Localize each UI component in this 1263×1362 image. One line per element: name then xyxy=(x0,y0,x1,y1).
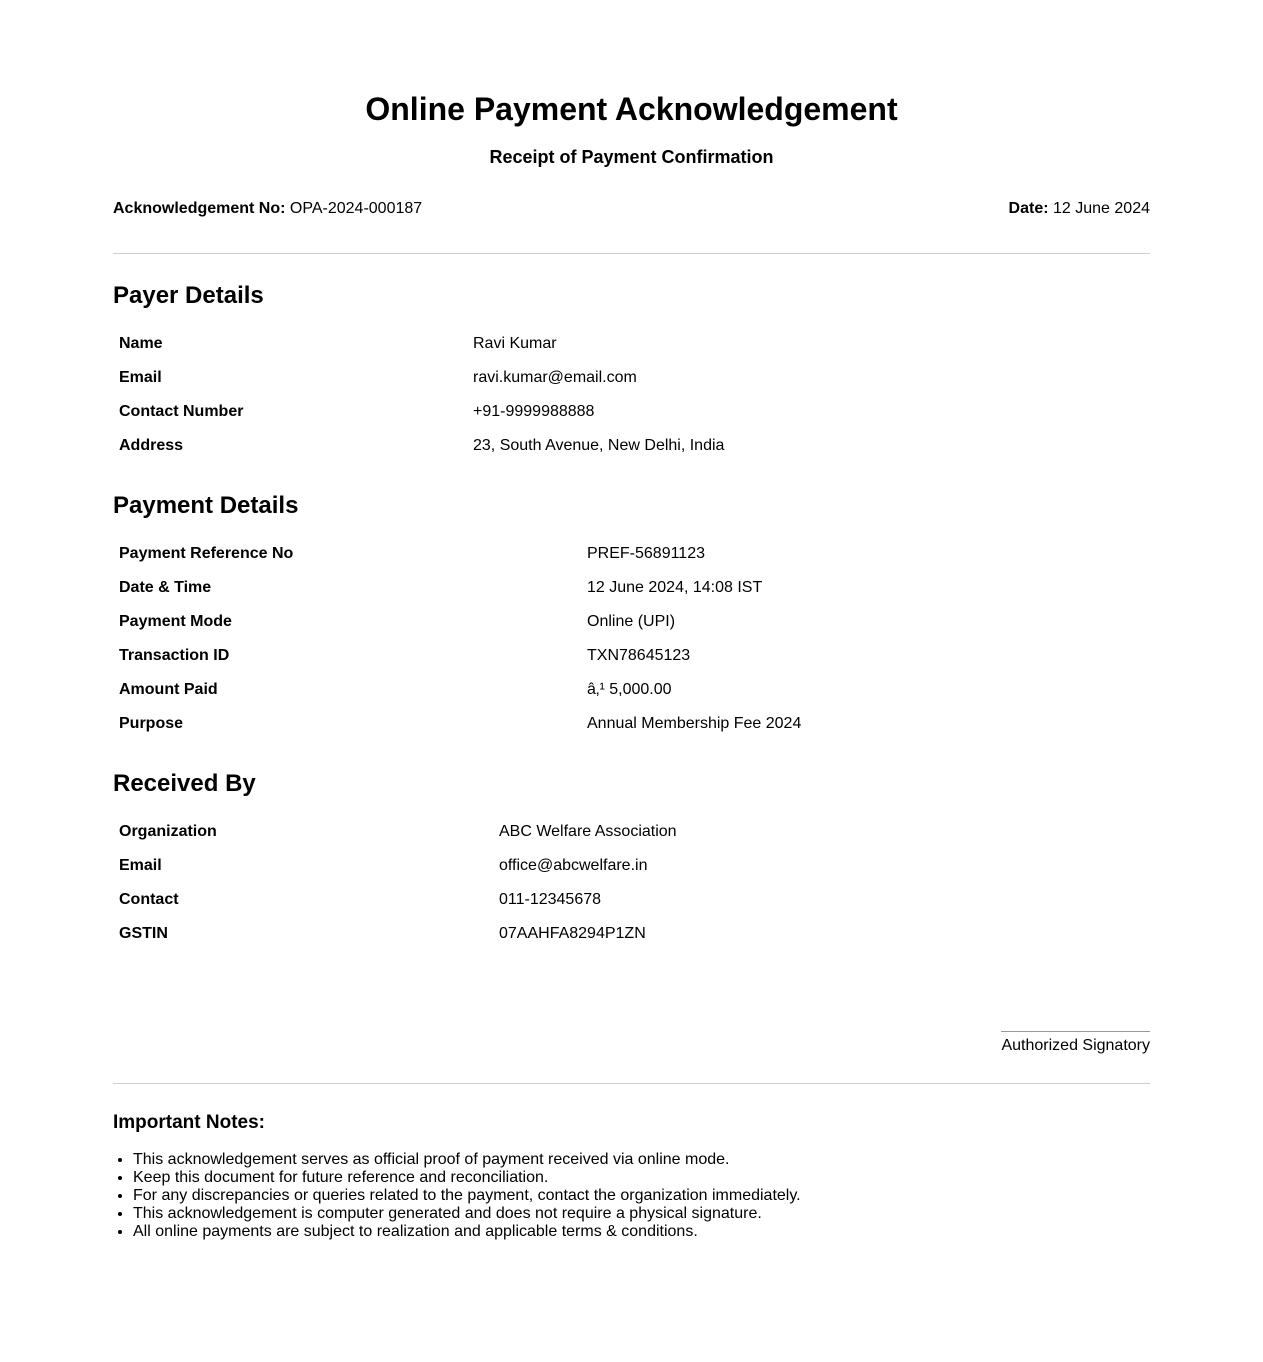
table-row xyxy=(119,680,1150,714)
page-title: Online Payment Acknowledgement xyxy=(365,91,898,127)
authorized-signatory: Authorized Signatory xyxy=(1001,1031,1150,1056)
list-item: • This acknowledgement is computer generated and does not require a physical signature. xyxy=(133,1205,801,1223)
header-divider xyxy=(113,253,1150,254)
received-by-heading: Received By xyxy=(113,770,256,797)
payment-mode-label: Payment Mode xyxy=(119,613,232,630)
footer-divider xyxy=(113,1083,1150,1084)
purpose-label: Purpose xyxy=(119,715,184,732)
notes-heading: Important Notes: xyxy=(113,1112,265,1133)
table-row xyxy=(119,402,1150,436)
payment-details-heading: Payment Details xyxy=(113,492,299,519)
organization-contact-label: Contact xyxy=(119,891,179,908)
acknowledgement-number-label: Acknowledgement No: xyxy=(113,200,286,217)
receipt-date-label: Date: xyxy=(1008,200,1049,217)
receipt-date-value: 12 June 2024 xyxy=(1053,200,1150,217)
list-item: • Keep this document for future reference and reconciliation. xyxy=(133,1169,801,1187)
acknowledgement-number-value: OPA-2024-000187 xyxy=(289,200,423,217)
list-item: • This acknowledgement serves as official proof of payment received via online mode. xyxy=(133,1151,801,1169)
table-row xyxy=(119,924,1150,958)
payer-email-value: ravi.kumar@email.com xyxy=(473,369,637,386)
table-row xyxy=(119,714,1150,748)
list-item: • All online payments are subject to realization and applicable terms & conditions. xyxy=(133,1223,801,1241)
organization-contact-value: 011-12345678 xyxy=(499,891,602,908)
payment-details-table xyxy=(119,544,1150,748)
payer-address-value: 23, South Avenue, New Delhi, India xyxy=(473,437,725,454)
gstin-value: 07AAHFA8294P1ZN xyxy=(499,925,646,942)
payment-datetime-label: Date & Time xyxy=(119,579,212,596)
gstin-label: GSTIN xyxy=(119,925,168,942)
payment-datetime-value: 12 June 2024, 14:08 IST xyxy=(587,579,763,596)
table-row xyxy=(119,578,1150,612)
payer-name-value: Ravi Kumar xyxy=(473,335,557,352)
table-row xyxy=(119,612,1150,646)
acknowledgement-number xyxy=(113,199,422,219)
payer-name-label: Name xyxy=(119,335,163,352)
page-subtitle: Receipt of Payment Confirmation xyxy=(489,147,774,167)
table-row xyxy=(119,334,1150,368)
payer-address-label: Address xyxy=(119,437,184,454)
transaction-id-value: TXN78645123 xyxy=(587,647,691,664)
organization-email-value: office@abcwelfare.in xyxy=(499,857,648,874)
organization-email-label: Email xyxy=(119,857,162,874)
notes-list xyxy=(113,1151,801,1241)
payment-reference-value: PREF-56891123 xyxy=(587,545,705,562)
payer-email-label: Email xyxy=(119,369,162,386)
organization-value: ABC Welfare Association xyxy=(499,823,677,840)
purpose-value: Annual Membership Fee 2024 xyxy=(587,715,802,732)
payment-reference-label: Payment Reference No xyxy=(119,545,294,562)
table-row xyxy=(119,646,1150,680)
transaction-id-label: Transaction ID xyxy=(119,647,230,664)
table-row xyxy=(119,368,1150,402)
list-item: • For any discrepancies or queries related to the payment, contact the organization immediately. xyxy=(133,1187,801,1205)
payer-contact-label: Contact Number xyxy=(119,403,244,420)
received-by-table xyxy=(119,822,1150,958)
table-row xyxy=(119,890,1150,924)
payer-details-heading: Payer Details xyxy=(113,282,264,309)
amount-paid-value: â‚¹ 5,000.00 xyxy=(587,681,672,698)
receipt-date xyxy=(1009,199,1150,219)
payment-mode-value: Online (UPI) xyxy=(587,613,676,630)
table-row xyxy=(119,856,1150,890)
table-row xyxy=(119,544,1150,578)
organization-label: Organization xyxy=(119,823,217,840)
table-row xyxy=(119,822,1150,856)
amount-paid-label: Amount Paid xyxy=(119,681,218,698)
table-row xyxy=(119,436,1150,470)
payer-details-table xyxy=(119,334,1150,470)
payer-contact-value: +91-9999988888 xyxy=(473,403,595,420)
